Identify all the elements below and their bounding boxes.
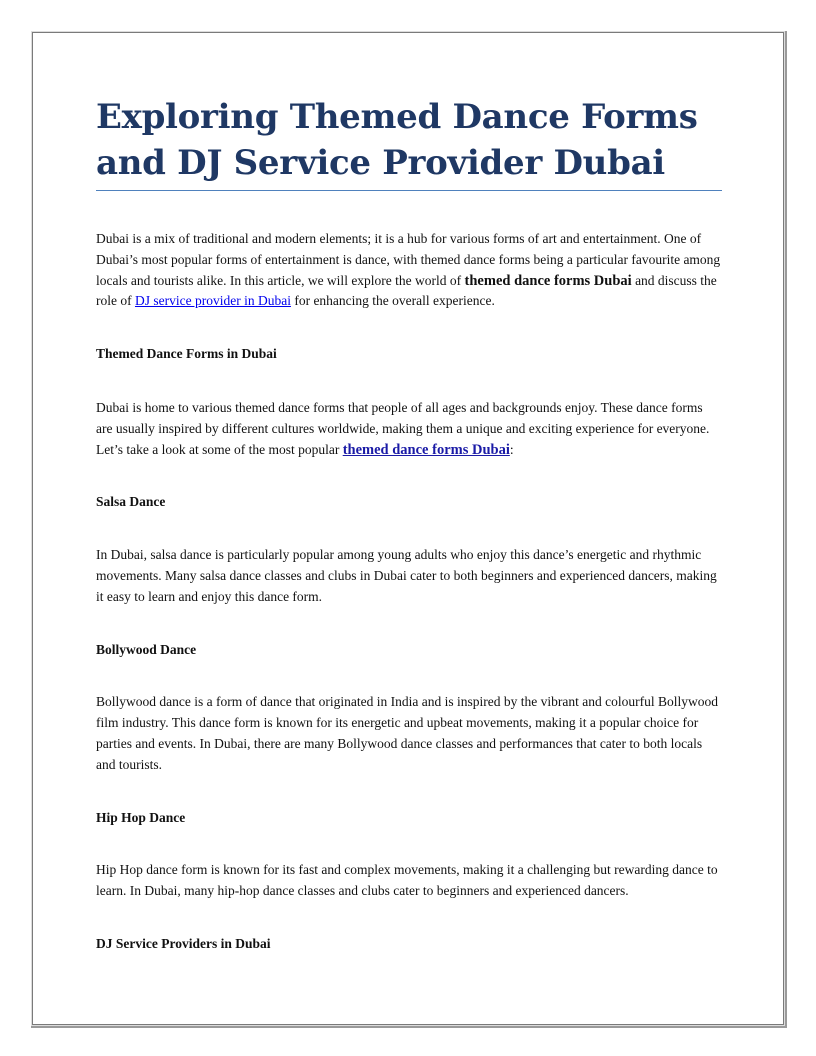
heading-bollywood-dance: Bollywood Dance xyxy=(96,641,197,657)
heading-hip-hop-dance: Hip Hop Dance xyxy=(96,809,186,825)
intro-text-3: for enhancing the overall experience. xyxy=(290,293,495,309)
intro-text-2: and discuss the role of xyxy=(96,272,717,309)
themed-dance-forms-link[interactable]: themed dance forms Dubai xyxy=(342,441,510,458)
heading-themed-dance-forms: Themed Dance Forms in Dubai xyxy=(96,346,277,362)
intro-paragraph xyxy=(96,229,722,312)
salsa-paragraph: In Dubai, salsa dance is particularly popular among young adults who enjoy this dance’s energetic and rhythmic movements. Many salsa dance classes and clubs in Dubai cater to both beginners and experienced dancers, making it easy to learn and enjoy this dance form. xyxy=(96,547,717,604)
heading-salsa-dance: Salsa Dance xyxy=(96,494,166,510)
bollywood-paragraph: Bollywood dance is a form of dance that originated in India and is inspired by the vibrant and colourful Bollywood film industry. This dance form is known for its energetic and upbeat movements, making it a popular choice for parties and events. In Dubai, there are many Bollywood dance classes and performances that cater to both locals and tourists. xyxy=(96,694,718,772)
intro-keyword: themed dance forms Dubai xyxy=(464,272,632,289)
dj-service-link[interactable]: DJ service provider in Dubai xyxy=(134,293,291,309)
intro-text-1: Dubai is a mix of traditional and modern elements; it is a hub for various forms of art and entertainment. One of Dubai’s most popular forms of entertainment is dance, with themed dance forms being a particular favourite among locals and tourists alike. In this article, we will explore the world of xyxy=(96,231,721,288)
hiphop-paragraph: Hip Hop dance form is known for its fast and complex movements, making it a challenging but rewarding dance to learn. In Dubai, many hip-hop dance classes and clubs cater to beginners and experienced dancers. xyxy=(96,862,718,899)
document-title: Exploring Themed Dance Forms and DJ Service Provider Dubai xyxy=(96,94,722,191)
themed-text-2: : xyxy=(509,441,514,457)
themed-text-1: Dubai is home to various themed dance forms that people of all ages and backgrounds enjoy. These dance forms are usually inspired by different cultures worldwide, making them a unique and exciting experience for everyone. Let’s take a look at some of the most popular xyxy=(96,399,710,457)
heading-dj-service-providers: DJ Service Providers in Dubai xyxy=(96,935,271,951)
themed-paragraph xyxy=(96,398,722,460)
document-body xyxy=(96,94,722,955)
